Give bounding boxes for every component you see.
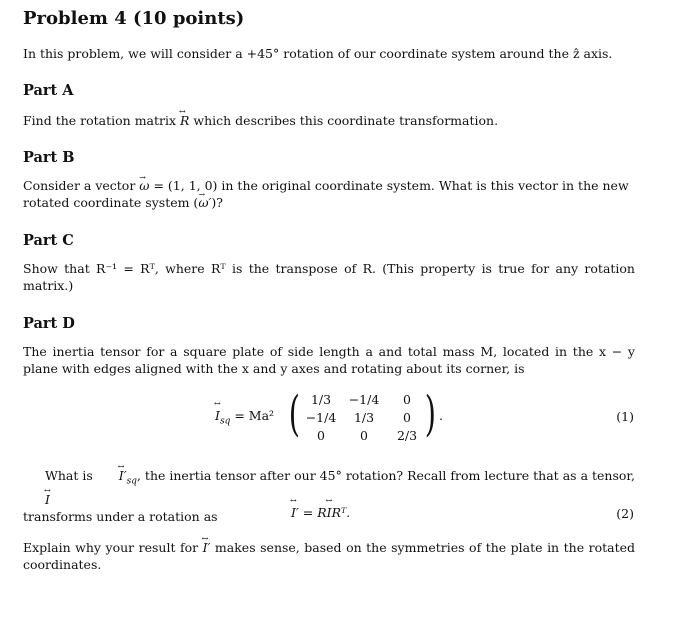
vector-omega-symbol: → ω <box>139 177 149 194</box>
part-c-text: Show that R⁻¹ = Rᵀ, where Rᵀ is the transpose of R. (This property is true for any rotation matrix.) <box>23 261 635 293</box>
part-d-question: What is ↔ $I'_{sq}$, the inertia tensor after our 45° rotation? Recall from lecture that as a tensor, ↔ I transforms under a rotation as <box>23 467 635 525</box>
equation-2-number: (2) <box>616 506 634 521</box>
part-c-heading: Part C <box>23 232 74 249</box>
part-d-heading: Part D <box>23 315 75 332</box>
tensor-r-symbol: ↔ R <box>180 112 189 129</box>
equation-1-number: (1) <box>616 409 634 424</box>
problem-title: Problem 4 (10 points) <box>23 8 245 29</box>
part-d-text: The inertia tensor for a square plate of side length a and total mass M, located in the x − y plane with edges aligned with the x and y axes and rotating about its corner, is <box>23 344 635 376</box>
equation-1-period: . <box>439 408 443 423</box>
matrix-cell: −1/4 <box>348 392 380 407</box>
equation-2: ↔ I′ = R↔ IRᵀ. <box>291 505 350 520</box>
matrix-cell: 0 <box>403 392 411 407</box>
part-a-text: Find the rotation matrix ↔ R which describes this coordinate transformation. <box>23 112 635 129</box>
matrix-cell: 0 <box>403 410 411 425</box>
matrix-cell: 2/3 <box>396 428 418 443</box>
part-a-heading: Part A <box>23 82 74 99</box>
equation-1-lhs: ↔ $I_{sq} = Ma^2$ <box>215 408 274 427</box>
part-b-heading: Part B <box>23 149 75 166</box>
vector-omega-prime-symbol: → ω′ <box>198 194 211 211</box>
part-b-text: Consider a vector → ω = (1, 1, 0) in the original coordinate system. What is this vector in the new rotated coordinate system (→ ω′)? <box>23 177 635 211</box>
matrix-right-paren: ) <box>424 386 436 442</box>
matrix-left-paren: ( <box>288 386 300 442</box>
matrix-cell: 0 <box>317 428 325 443</box>
intro-text: In this problem, we will consider a +45° rotation of our coordinate system around the ẑ axis. <box>23 46 613 61</box>
matrix-cell: 1/3 <box>353 410 375 425</box>
matrix-cell: −1/4 <box>305 410 337 425</box>
matrix-cell: 1/3 <box>310 392 332 407</box>
matrix-cell: 0 <box>360 428 368 443</box>
part-d-explain: Explain why your result for ↔ I′ makes sense, based on the symmetries of the plate in the rotated coordinates. <box>23 539 635 573</box>
